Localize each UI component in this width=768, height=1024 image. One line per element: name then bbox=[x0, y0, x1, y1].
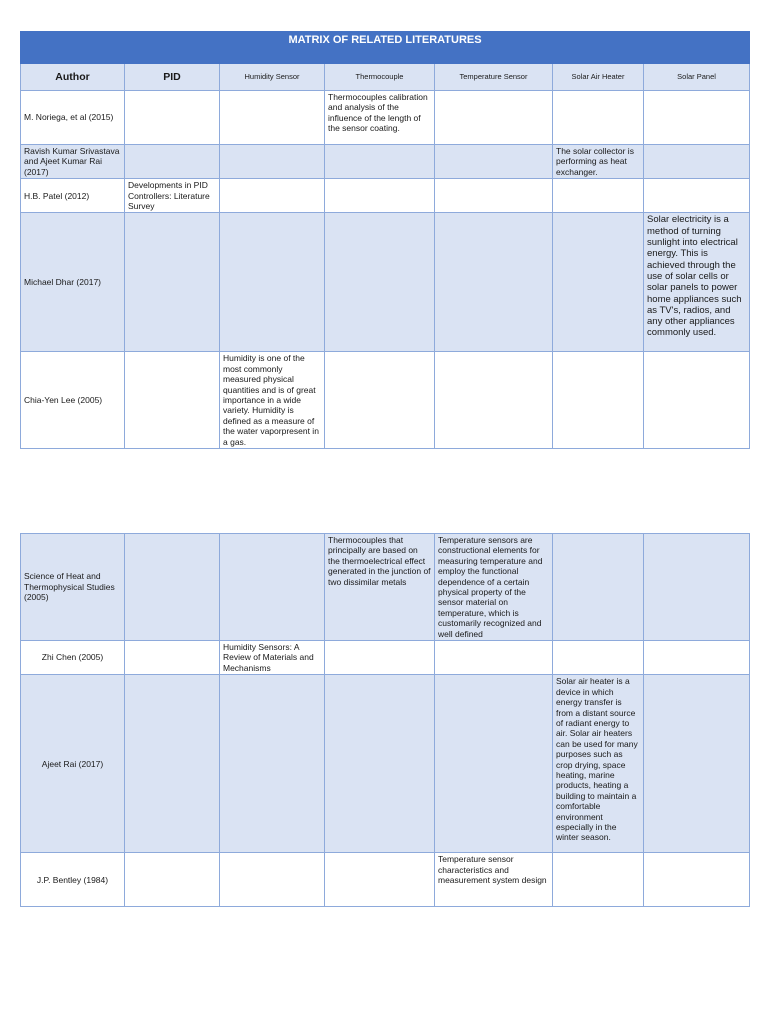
cell-author: Ravish Kumar Srivastava and Ajeet Kumar Rai (2017) bbox=[21, 145, 125, 179]
cell-thermocouple bbox=[325, 853, 435, 907]
cell-thermocouple bbox=[325, 145, 435, 179]
cell-solar-air-heater bbox=[553, 352, 644, 449]
cell-temperature bbox=[435, 213, 553, 352]
cell-solar-air-heater: The solar collector is performing as heat exchanger. bbox=[553, 145, 644, 179]
cell-humidity bbox=[220, 179, 325, 213]
cell-author: H.B. Patel (2012) bbox=[21, 179, 125, 213]
header-pid: PID bbox=[125, 64, 220, 91]
cell-pid bbox=[125, 213, 220, 352]
header-humidity-sensor: Humidity Sensor bbox=[220, 64, 325, 91]
cell-humidity bbox=[220, 534, 325, 641]
cell-humidity bbox=[220, 145, 325, 179]
cell-author: Chia-Yen Lee (2005) bbox=[21, 352, 125, 449]
cell-pid bbox=[125, 675, 220, 853]
cell-pid: Developments in PID Controllers: Literature Survey bbox=[125, 179, 220, 213]
cell-solar-air-heater bbox=[553, 213, 644, 352]
header-author: Author bbox=[21, 64, 125, 91]
cell-humidity: Humidity Sensors: A Review of Materials and Mechanisms bbox=[220, 641, 325, 675]
cell-solar-panel bbox=[644, 352, 750, 449]
cell-pid bbox=[125, 641, 220, 675]
cell-humidity: Humidity is one of the most commonly measured physical quantities and is of great importance in a wide variety. Humidity is defined as a measure of the water vaporpresent in a gas. bbox=[220, 352, 325, 449]
cell-temperature bbox=[435, 91, 553, 145]
cell-humidity bbox=[220, 853, 325, 907]
header-solar-air-heater: Solar Air Heater bbox=[553, 64, 644, 91]
cell-thermocouple bbox=[325, 675, 435, 853]
cell-solar-air-heater bbox=[553, 91, 644, 145]
cell-solar-panel bbox=[644, 534, 750, 641]
cell-solar-panel bbox=[644, 675, 750, 853]
header-solar-panel: Solar Panel bbox=[644, 64, 750, 91]
cell-pid bbox=[125, 534, 220, 641]
cell-solar-panel bbox=[644, 91, 750, 145]
cell-author: Zhi Chen (2005) bbox=[21, 641, 125, 675]
table-row bbox=[21, 853, 750, 907]
table-row bbox=[21, 641, 750, 675]
cell-pid bbox=[125, 91, 220, 145]
table-row bbox=[21, 675, 750, 853]
cell-temperature bbox=[435, 352, 553, 449]
cell-pid bbox=[125, 145, 220, 179]
cell-author: M. Noriega, et al (2015) bbox=[21, 91, 125, 145]
cell-author: Ajeet Rai (2017) bbox=[21, 675, 125, 853]
cell-author: Science of Heat and Thermophysical Studies (2005) bbox=[21, 534, 125, 641]
cell-author: Michael Dhar (2017) bbox=[21, 213, 125, 352]
table-title-row bbox=[21, 32, 750, 64]
table-row bbox=[21, 213, 750, 352]
cell-solar-air-heater: Solar air heater is a device in which energy transfer is from a distant source of radiant energy to air. Solar air heaters can be used for many purposes such as crop drying, space heating, marine products, heating a building to maintain a comfortable environment especially in the winter season. bbox=[553, 675, 644, 853]
table-row bbox=[21, 352, 750, 449]
cell-thermocouple: Thermocouples that principally are based on the thermoelectrical effect generated in the junction of two dissimilar metals bbox=[325, 534, 435, 641]
table-row bbox=[21, 534, 750, 641]
cell-solar-panel bbox=[644, 179, 750, 213]
cell-solar-air-heater bbox=[553, 534, 644, 641]
header-temperature-sensor: Temperature Sensor bbox=[435, 64, 553, 91]
table-row bbox=[21, 145, 750, 179]
cell-solar-air-heater bbox=[553, 853, 644, 907]
cell-solar-air-heater bbox=[553, 641, 644, 675]
cell-solar-panel bbox=[644, 145, 750, 179]
cell-humidity bbox=[220, 675, 325, 853]
cell-pid bbox=[125, 352, 220, 449]
cell-author: J.P. Bentley (1984) bbox=[21, 853, 125, 907]
cell-temperature bbox=[435, 179, 553, 213]
cell-temperature bbox=[435, 675, 553, 853]
table-header-row bbox=[21, 64, 750, 91]
cell-temperature: Temperature sensor characteristics and measurement system design bbox=[435, 853, 553, 907]
cell-temperature bbox=[435, 145, 553, 179]
cell-humidity bbox=[220, 91, 325, 145]
cell-pid bbox=[125, 853, 220, 907]
cell-temperature bbox=[435, 641, 553, 675]
header-thermocouple: Thermocouple bbox=[325, 64, 435, 91]
cell-solar-panel bbox=[644, 641, 750, 675]
cell-solar-air-heater bbox=[553, 179, 644, 213]
table-row bbox=[21, 91, 750, 145]
cell-thermocouple bbox=[325, 179, 435, 213]
literature-matrix-table-bottom bbox=[20, 533, 750, 907]
cell-thermocouple bbox=[325, 213, 435, 352]
table-row bbox=[21, 179, 750, 213]
cell-thermocouple: Thermocouples calibration and analysis of the influence of the length of the sensor coating. bbox=[325, 91, 435, 145]
literature-matrix-table-top bbox=[20, 31, 750, 449]
cell-thermocouple bbox=[325, 641, 435, 675]
cell-solar-panel: Solar electricity is a method of turning sunlight into electrical energy. This is achieved through the use of solar cells or solar panels to power home appliances such as TV's, radios, and any other appliances commonly used. bbox=[644, 213, 750, 352]
cell-solar-panel bbox=[644, 853, 750, 907]
cell-thermocouple bbox=[325, 352, 435, 449]
table-title: MATRIX OF RELATED LITERATURES bbox=[21, 32, 750, 64]
cell-temperature: Temperature sensors are constructional elements for measuring temperature and employ the functional dependence of a certain physical property of the sensor material on temperature, which is customarily recognized and well defined bbox=[435, 534, 553, 641]
cell-humidity bbox=[220, 213, 325, 352]
